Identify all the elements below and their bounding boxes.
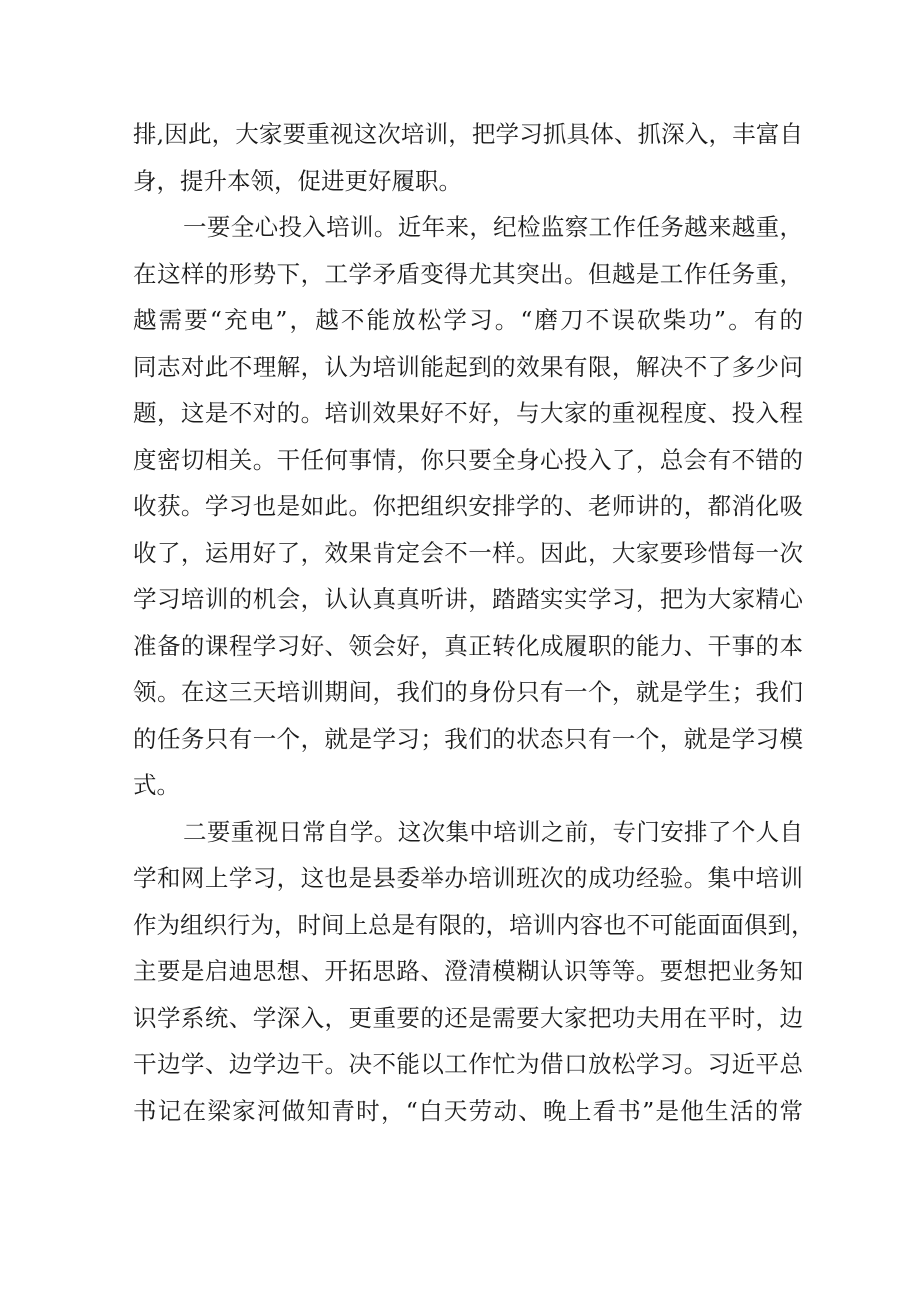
text-line: 的任务只有一个，就是学习；我们的状态只有一个，就是学习模	[133, 724, 803, 753]
text-line: 二要重视日常自学。这次集中培训之前，专门安排了个人自	[183, 817, 803, 846]
text-line: 学习培训的机会，认认真真听讲，踏踏实实学习，把为大家精心	[133, 585, 803, 613]
text-line: 排,因此，大家要重视这次培训，把学习抓具体、抓深入，丰富自	[133, 120, 803, 148]
text-line: 同志对此不理解，认为培训能起到的效果有限，解决不了多少问	[133, 352, 803, 381]
text-line: 主要是启迪思想、开拓思路、澄清模糊认识等等。要想把业务知	[133, 957, 803, 985]
text-line: 身，提升本领，促进更好履职。	[133, 166, 462, 195]
text-line: 收了，运用好了，效果肯定会不一样。因此，大家要珍惜每一次	[133, 538, 803, 567]
text-line: 在这样的形势下，工学矛盾变得尤其突出。但越是工作任务重，	[133, 259, 803, 288]
text-line: 识学系统、学深入，更重要的还是需要大家把功夫用在平时，边	[133, 1003, 803, 1032]
text-line: 度密切相关。干任何事情，你只要全身心投入了，总会有不错的	[133, 445, 803, 474]
text-line: 干边学、边学边干。决不能以工作忙为借口放松学习。习近平总	[133, 1050, 803, 1078]
text-line: 越需要“充电”，越不能放松学习。“磨刀不误砍柴功”。有的	[133, 306, 803, 334]
text-line: 收获。学习也是如此。你把组织安排学的、老师讲的，都消化吸	[133, 492, 803, 520]
text-line: 式。	[133, 771, 180, 799]
text-line: 题，这是不对的。培训效果好不好，与大家的重视程度、投入程	[133, 399, 803, 427]
text-line: 书记在梁家河做知青时，“白天劳动、晚上看书”是他生活的常	[133, 1096, 803, 1125]
text-line: 准备的课程学习好、领会好，真正转化成履职的能力、干事的本	[133, 631, 803, 660]
text-line: 学和网上学习，这也是县委举办培训班次的成功经验。集中培训	[133, 864, 803, 892]
text-line: 作为组织行为，时间上总是有限的，培训内容也不可能面面俱到，	[133, 910, 815, 939]
text-line: 一要全心投入培训。近年来，纪检监察工作任务越来越重，	[183, 213, 803, 241]
document-body	[133, 111, 815, 1134]
text-line: 领。在这三天培训期间，我们的身份只有一个，就是学生；我们	[133, 678, 803, 706]
